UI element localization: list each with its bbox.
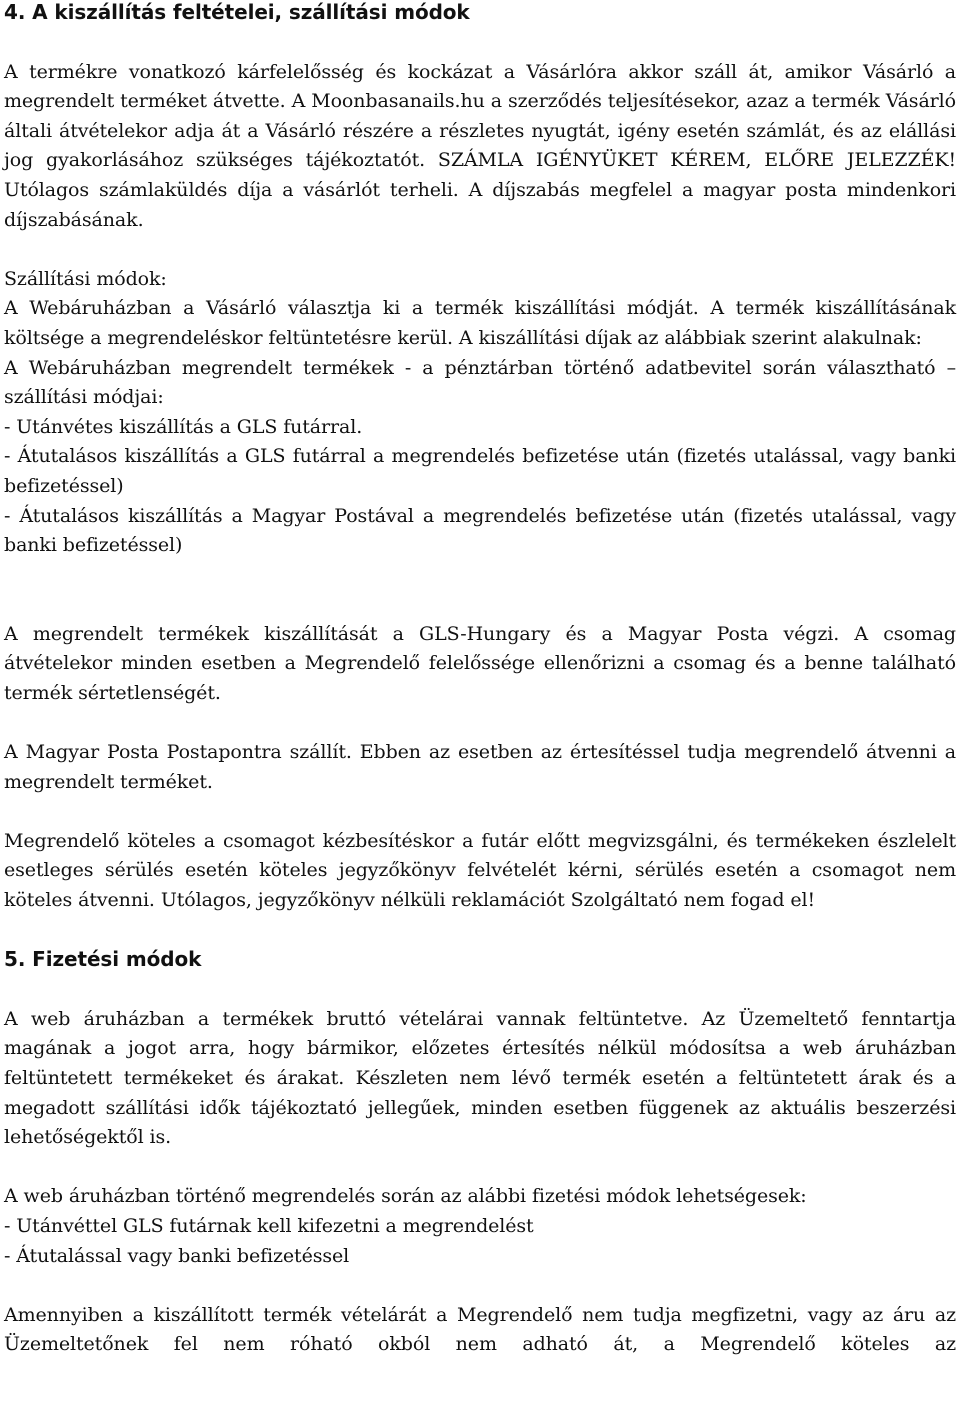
payment-methods-intro: A web áruházban történő megrendelés során az alábbi fizetési módok lehetségesek:	[4, 1185, 807, 1208]
carrier-paragraph: A megrendelt termékek kiszállítását a GLS-Hungary és a Magyar Posta végzi. A csomag átvételekor minden esetben a Megrendelő felelőssége ellenőrizni a csomag és a benne található termék sértetlenségét.	[4, 622, 956, 704]
spacer	[4, 1153, 956, 1183]
non-payment-paragraph: Amennyiben a kiszállított termék vételárát a Megrendelő nem tudja megfizetni, vagy az áru az Üzemeltetőnek fel nem róható okból nem adható át, a Megrendelő köteles az	[4, 1303, 956, 1356]
shipping-choice-paragraph: A Webáruházban a Vásárló választja ki a termék kiszállítási módját. A termék kiszállításának költsége a megrendeléskor feltüntetésre kerül. A kiszállítási díjak az alábbiak szerint alakulnak:	[4, 297, 956, 349]
spacer	[4, 797, 956, 827]
document-page	[4, 0, 956, 1360]
inspection-paragraph: Megrendelő köteles a csomagot kézbesítéskor a futár előtt megvizsgálni, és termékeken észlelelt esetleges sérülés esetén köteles jegyzőkönyv felvételét kérni, sérülés esetén a csomagot nem köteles átvenni. Utólagos, jegyzőkönyv nélküli reklamációt Szolgáltató nem fogad el!	[4, 829, 956, 912]
shipping-option-post-transfer: - Átutalásos kiszállítás a Magyar Postával a megrendelés befizetése után (fizetés utalással, vagy banki befizetéssel)	[4, 504, 956, 557]
shipping-methods-label: Szállítási módok:	[4, 267, 167, 290]
liability-paragraph: A termékre vonatkozó kárfelelősség és kockázat a Vásárlóra akkor száll át, amikor Vásárló a megrendelt terméket átvette. A Moonbasanails.hu a szerződés teljesítésekor, azaz a termék Vásárló általi átvételekor adja át a Vásárló részére a részletes nyugtát, igény esetén számlát, és az elállási jog gyakorlásához szükséges tájékoztatót. SZÁMLA IGÉNYÜKET KÉREM, ELŐRE JELEZZÉK! Utólagos számlaküldés díja a vásárlót terheli. A díjszabás megfelel a magyar posta mindenkori díjszabásának.	[4, 60, 956, 231]
spacer	[4, 975, 956, 1005]
payment-option-cod: - Utánvéttel GLS futárnak kell kifezetni a megrendelést	[4, 1214, 534, 1237]
spacer	[4, 28, 956, 58]
payment-option-transfer: - Átutalással vagy banki befizetéssel	[4, 1244, 350, 1267]
prices-paragraph: A web áruházban a termékek bruttó vételárai vannak feltüntetve. Az Üzemeltető fenntartja magának a jogot arra, hogy bármikor, előzetes értesítés nélkül módosítsa a web áruházban feltüntetett termékeket és árakat. Készleten nem lévő termék esetén a feltüntetett árak és a megadott szállítási idők tájékoztató jellegűek, minden esetben függenek az aktuális beszerzési lehetőségektől is.	[4, 1007, 956, 1149]
post-point-paragraph: A Magyar Posta Postapontra szállít. Ebben az esetben az értesítéssel tudja megrendelő átvenni a megrendelt terméket.	[4, 741, 956, 793]
spacer	[4, 561, 956, 620]
shipping-option-cod: - Utánvétes kiszállítás a GLS futárral.	[4, 415, 363, 438]
spacer	[4, 1271, 956, 1301]
spacer	[4, 708, 956, 738]
spacer	[4, 235, 956, 265]
spacer	[4, 916, 956, 946]
shipping-methods-paragraph: A Webáruházban megrendelt termékek - a pénztárban történő adatbevitel során választható – szállítási módjai:	[4, 356, 956, 409]
section-4-heading: 4. A kiszállítás feltételei, szállítási módok	[4, 0, 470, 24]
shipping-option-gls-transfer: - Átutalásos kiszállítás a GLS futárral a megrendelés befizetése után (fizetés utalással, vagy banki befizetéssel)	[4, 445, 956, 497]
section-5-heading: 5. Fizetési módok	[4, 947, 202, 972]
